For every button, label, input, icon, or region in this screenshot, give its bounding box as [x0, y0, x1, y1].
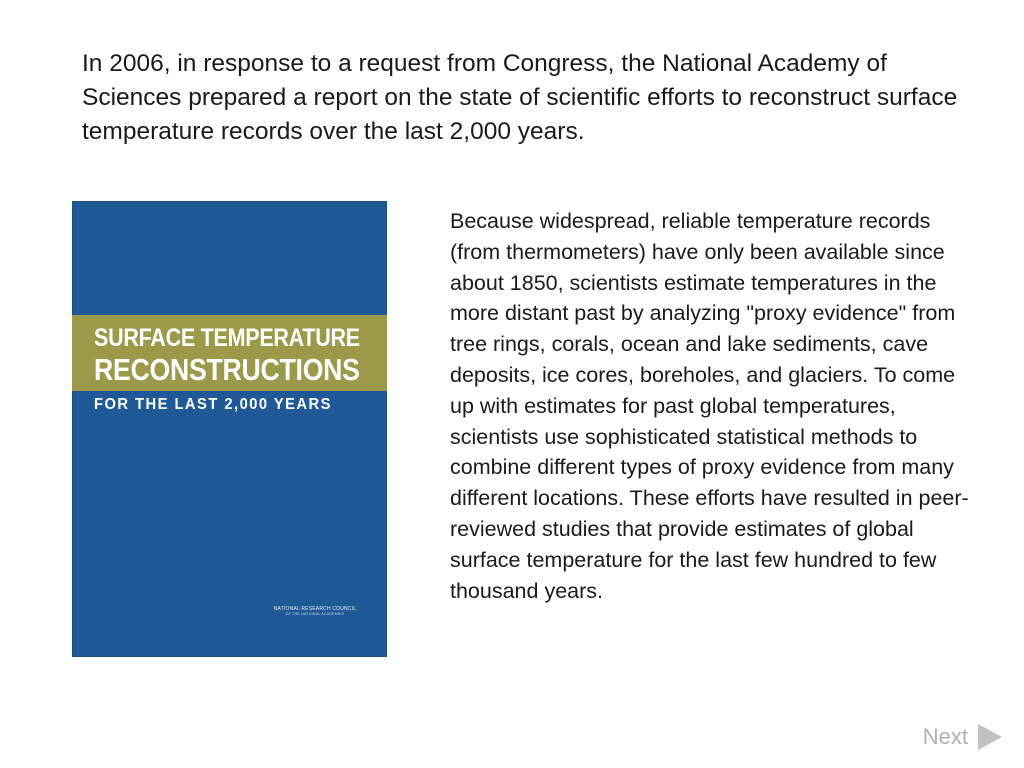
intro-paragraph: In 2006, in response to a request from Congress, the National Academy of Sciences prepared a report on the state of scientific efforts to reconstruct surface temperature records over the last 2,000 years. [82, 50, 958, 145]
cover-subtitle: FOR THE LAST 2,000 YEARS [94, 396, 332, 413]
cover-title-line1: SURFACE TEMPERATURE [94, 324, 360, 352]
book-cover-image [72, 201, 387, 657]
cover-publisher-name: NATIONAL RESEARCH COUNCIL [273, 606, 357, 612]
next-button[interactable] [923, 724, 1002, 750]
cover-publisher [265, 606, 365, 617]
next-label: Next [922, 724, 968, 749]
body-paragraph: Because widespread, reliable temperature records (from thermometers) have only been available since about 1850, scientists estimate temperatures in the more distant past by analyzing "proxy evidence" from tree rings, corals, ocean and lake sediments, cave deposits, ice cores, boreholes, and glaciers. To come up with estimates for past global temperatures, scientists use sophisticated statistical methods to combine different types of proxy evidence from many different locations. These efforts have resulted in peer-reviewed studies that provide estimates of global surface temperature for the last few hundred to few thousand years. [450, 209, 969, 603]
play-arrow-icon [978, 724, 1002, 750]
cover-title [94, 323, 386, 386]
cover-title-line2: RECONSTRUCTIONS [94, 352, 360, 387]
cover-publisher-sub: OF THE NATIONAL ACADEMIES [285, 612, 345, 616]
